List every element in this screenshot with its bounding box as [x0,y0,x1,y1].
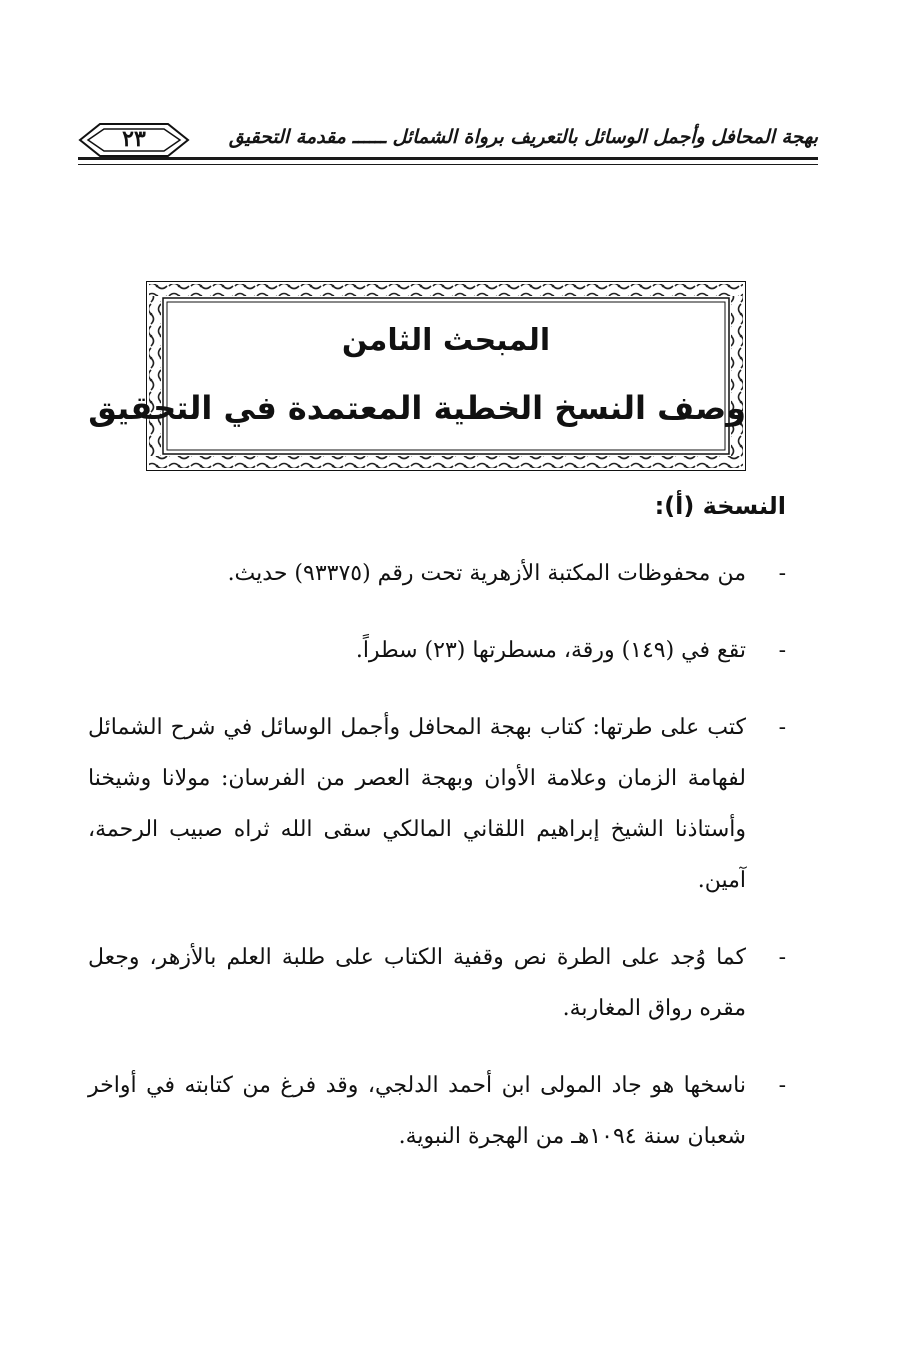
list-item [88,702,788,906]
bullet-dash: - [778,638,786,663]
page-number: ٢٣ [122,126,146,152]
list-item-text: تقع في (١٤٩) ورقة، مسطرتها (٢٣) سطراً. [355,638,746,663]
page-number-badge [78,120,190,160]
list-item [88,1060,788,1162]
list-item-text: ناسخها هو جاد المولى ابن أحمد الدلجي، وقد فرغ من كتابته في أواخر شعبان سنة ١٠٩٤هـ من الهجرة النبوية. [88,1073,746,1149]
list-item [88,625,788,676]
chapter-title-box [88,281,746,471]
running-header [78,112,818,172]
bullet-dash: - [778,1073,786,1098]
ornamental-frame-icon [88,281,746,471]
list-item-text: كتب على طرتها: كتاب بهجة المحافل وأجمل الوسائل في شرح الشمائل لفهامة الزمان وعلامة الأوان وبهجة العصر من الفرسان: مولانا وشيخنا وأستاذنا الشيخ إبراهيم اللقاني المالكي سقى الله ثراه صبيب الرحمة، آمين. [88,715,746,893]
running-title: بهجة المحافل وأجمل الوسائل بالتعريف برواة الشمائل ــــــ مقدمة التحقيق [228,126,818,148]
list-item-text: كما وُجد على الطرة نص وقفية الكتاب على طلبة العلم بالأزهر، وجعل مقره رواق المغاربة. [88,945,746,1021]
bullet-dash: - [778,561,786,586]
list-item-text: من محفوظات المكتبة الأزهرية تحت رقم (٩٣٣٧٥) حديث. [227,561,746,586]
header-rule-thin [78,164,818,165]
bullet-dash: - [778,945,786,970]
bullet-dash: - [778,715,786,740]
list-item [88,932,788,1034]
manuscript-description-list [88,548,788,1188]
chapter-subject-title: وصف النسخ الخطية المعتمدة في التحقيق [88,389,746,427]
list-item [88,548,788,599]
chapter-number-title: المبحث الثامن [341,323,551,358]
manuscript-heading: النسخة (أ): [654,492,786,520]
